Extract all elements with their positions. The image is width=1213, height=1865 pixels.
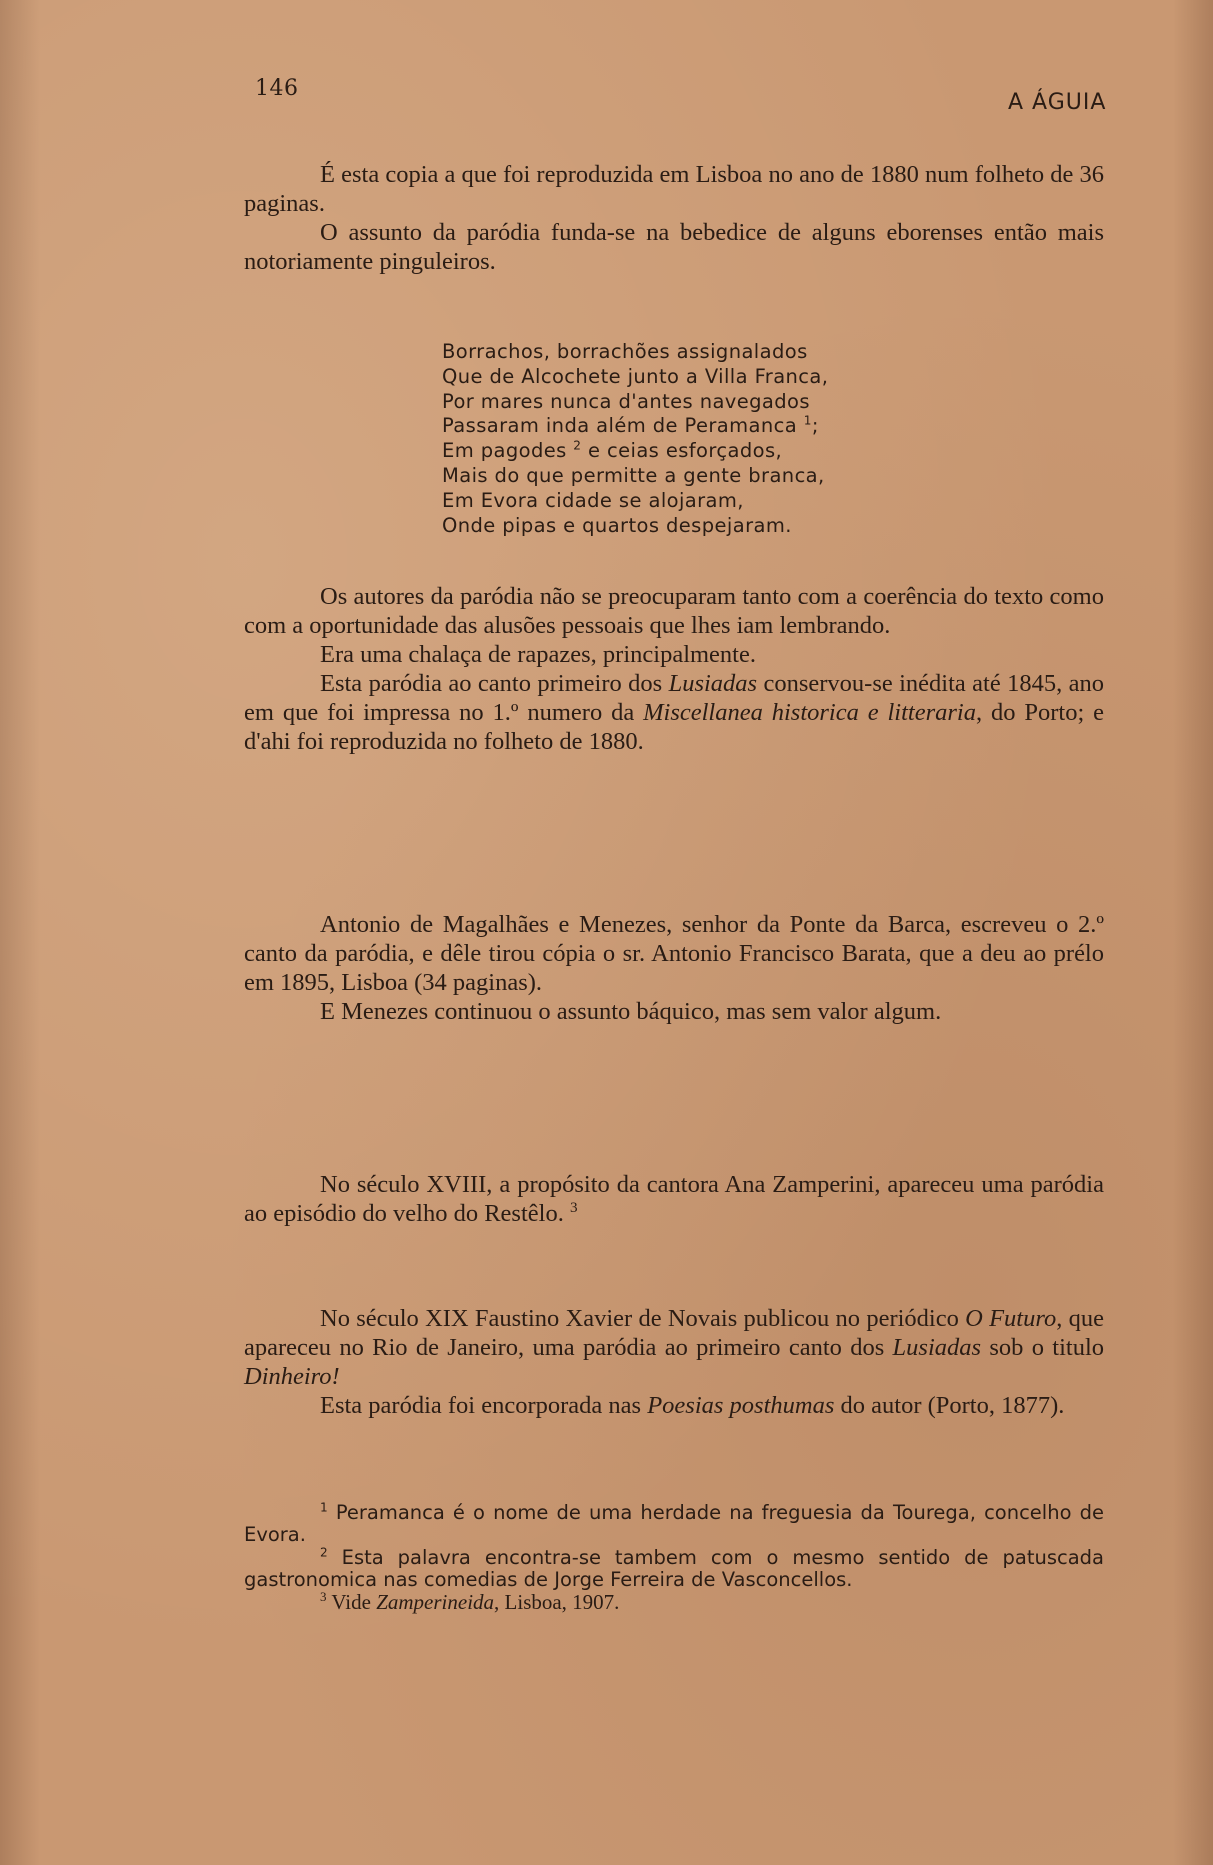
paragraph: Os autores da paródia não se preocuparam tanto com a coerência do texto como com a oportunidade das alusões pessoais que lhes iam lembrando. (244, 583, 1104, 639)
footnote-text: Esta palavra encontra-se tambem com o mesmo sentido de patuscada gastronomica nas comedias de Jorge Ferreira de Vasconcellos. (244, 1546, 1104, 1591)
stanza-line: Mais do que permitte a gente branca, (442, 463, 825, 487)
paragraph: Era uma chalaça de rapazes, principalmente. (320, 641, 756, 668)
commentary-paragraphs (244, 582, 1104, 756)
footnote-ref: 3 (569, 1198, 578, 1216)
running-header: A ÁGUIA (1008, 90, 1107, 115)
italic-title: Lusiadas (892, 1334, 982, 1361)
text-run: Esta paródia foi encorporada nas (320, 1392, 642, 1419)
italic-title: Dinheiro! (244, 1363, 340, 1390)
stanza-text: e ceias esforçados, (588, 439, 783, 463)
eighteenth-century-paragraph (244, 1170, 1104, 1228)
footnote (244, 1589, 1104, 1614)
paragraph: O assunto da paródia funda-se na bebedice de alguns eborenses então mais notoriamente pinguleiros. (244, 219, 1104, 275)
stanza-line (442, 439, 828, 464)
stanza-text: ; (811, 414, 819, 438)
stanza-text: Em pagodes (442, 439, 567, 463)
footnote (244, 1547, 1104, 1590)
paragraph: Antonio de Magalhães e Menezes, senhor da Ponte da Barca, escreveu o 2.º canto da paródia, e dêle tirou cópia o sr. Antonio Francisco Barata, que a deu ao prélo em 1895, Lisboa (34 paginas). (244, 911, 1104, 996)
intro-paragraphs (244, 160, 1104, 276)
footnote-text: , Lisboa, 1907. (494, 1590, 620, 1614)
paragraph: É esta copia a que foi reproduzida em Lisboa no ano de 1880 num folheto de 36 paginas. (244, 161, 1104, 217)
nineteenth-century-paragraphs (244, 1304, 1104, 1420)
footnote-text: Peramanca é o nome de uma herdade na freguesia da Tourega, concelho de Evora. (244, 1501, 1104, 1546)
text-run: sob o titulo (989, 1334, 1105, 1361)
stanza-line: Onde pipas e quartos despejaram. (442, 513, 792, 537)
text-run: No século XVIII, a propósito da cantora Ana Zamperini, apareceu uma paródia ao episódio do velho do Restêlo. (244, 1171, 1104, 1227)
text-run: do autor (Porto, 1877). (840, 1392, 1065, 1419)
text-run: conservou-se inédita até 1845, ano em que foi impressa no 1.º numero da (244, 670, 1105, 726)
italic-title: Miscellanea historica e litteraria (643, 699, 976, 726)
paragraph (244, 669, 1104, 756)
paragraph (244, 1170, 1104, 1228)
second-canto-paragraphs (244, 910, 1104, 1026)
stanza-line (442, 414, 828, 439)
text-run: No século XIX Faustino Xavier de Novais publicou no periódico (320, 1305, 959, 1332)
footnotes (244, 1502, 1104, 1616)
italic-title: Zamperineida (376, 1590, 495, 1614)
footnote-text: Vide (331, 1590, 371, 1614)
stanza-line: Que de Alcochete junto a Villa Franca, (442, 364, 829, 388)
quoted-stanza (442, 340, 828, 538)
italic-title: O Futuro (965, 1305, 1057, 1332)
italic-title: Lusiadas (668, 670, 758, 697)
text-run: , que apareceu no Rio de Janeiro, uma paródia ao primeiro canto dos (244, 1305, 1105, 1361)
page-number: 146 (255, 76, 299, 101)
footnote-number: 1 (320, 1500, 328, 1515)
footnote-ref: 2 (573, 438, 582, 453)
footnote-ref: 1 (803, 413, 812, 428)
footnote-number: 2 (320, 1545, 328, 1560)
paragraph: E Menezes continuou o assunto báquico, mas sem valor algum. (320, 998, 942, 1025)
stanza-line: Borrachos, borrachões assignalados (442, 340, 808, 363)
stanza-line: Em Evora cidade se alojaram, (442, 488, 744, 512)
text-run: , do Porto; e d'ahi foi reproduzida no folheto de 1880. (244, 699, 1105, 755)
paragraph (244, 1304, 1104, 1391)
footnote (244, 1502, 1104, 1545)
stanza-line: Por mares nunca d'antes navegados (442, 389, 810, 413)
paragraph (244, 1391, 1104, 1420)
stanza-text: Passaram inda além de Peramanca (442, 414, 798, 438)
italic-title: Poesias posthumas (647, 1392, 835, 1419)
footnote-number: 3 (320, 1589, 327, 1604)
text-run: Esta paródia ao canto primeiro dos (320, 670, 663, 697)
